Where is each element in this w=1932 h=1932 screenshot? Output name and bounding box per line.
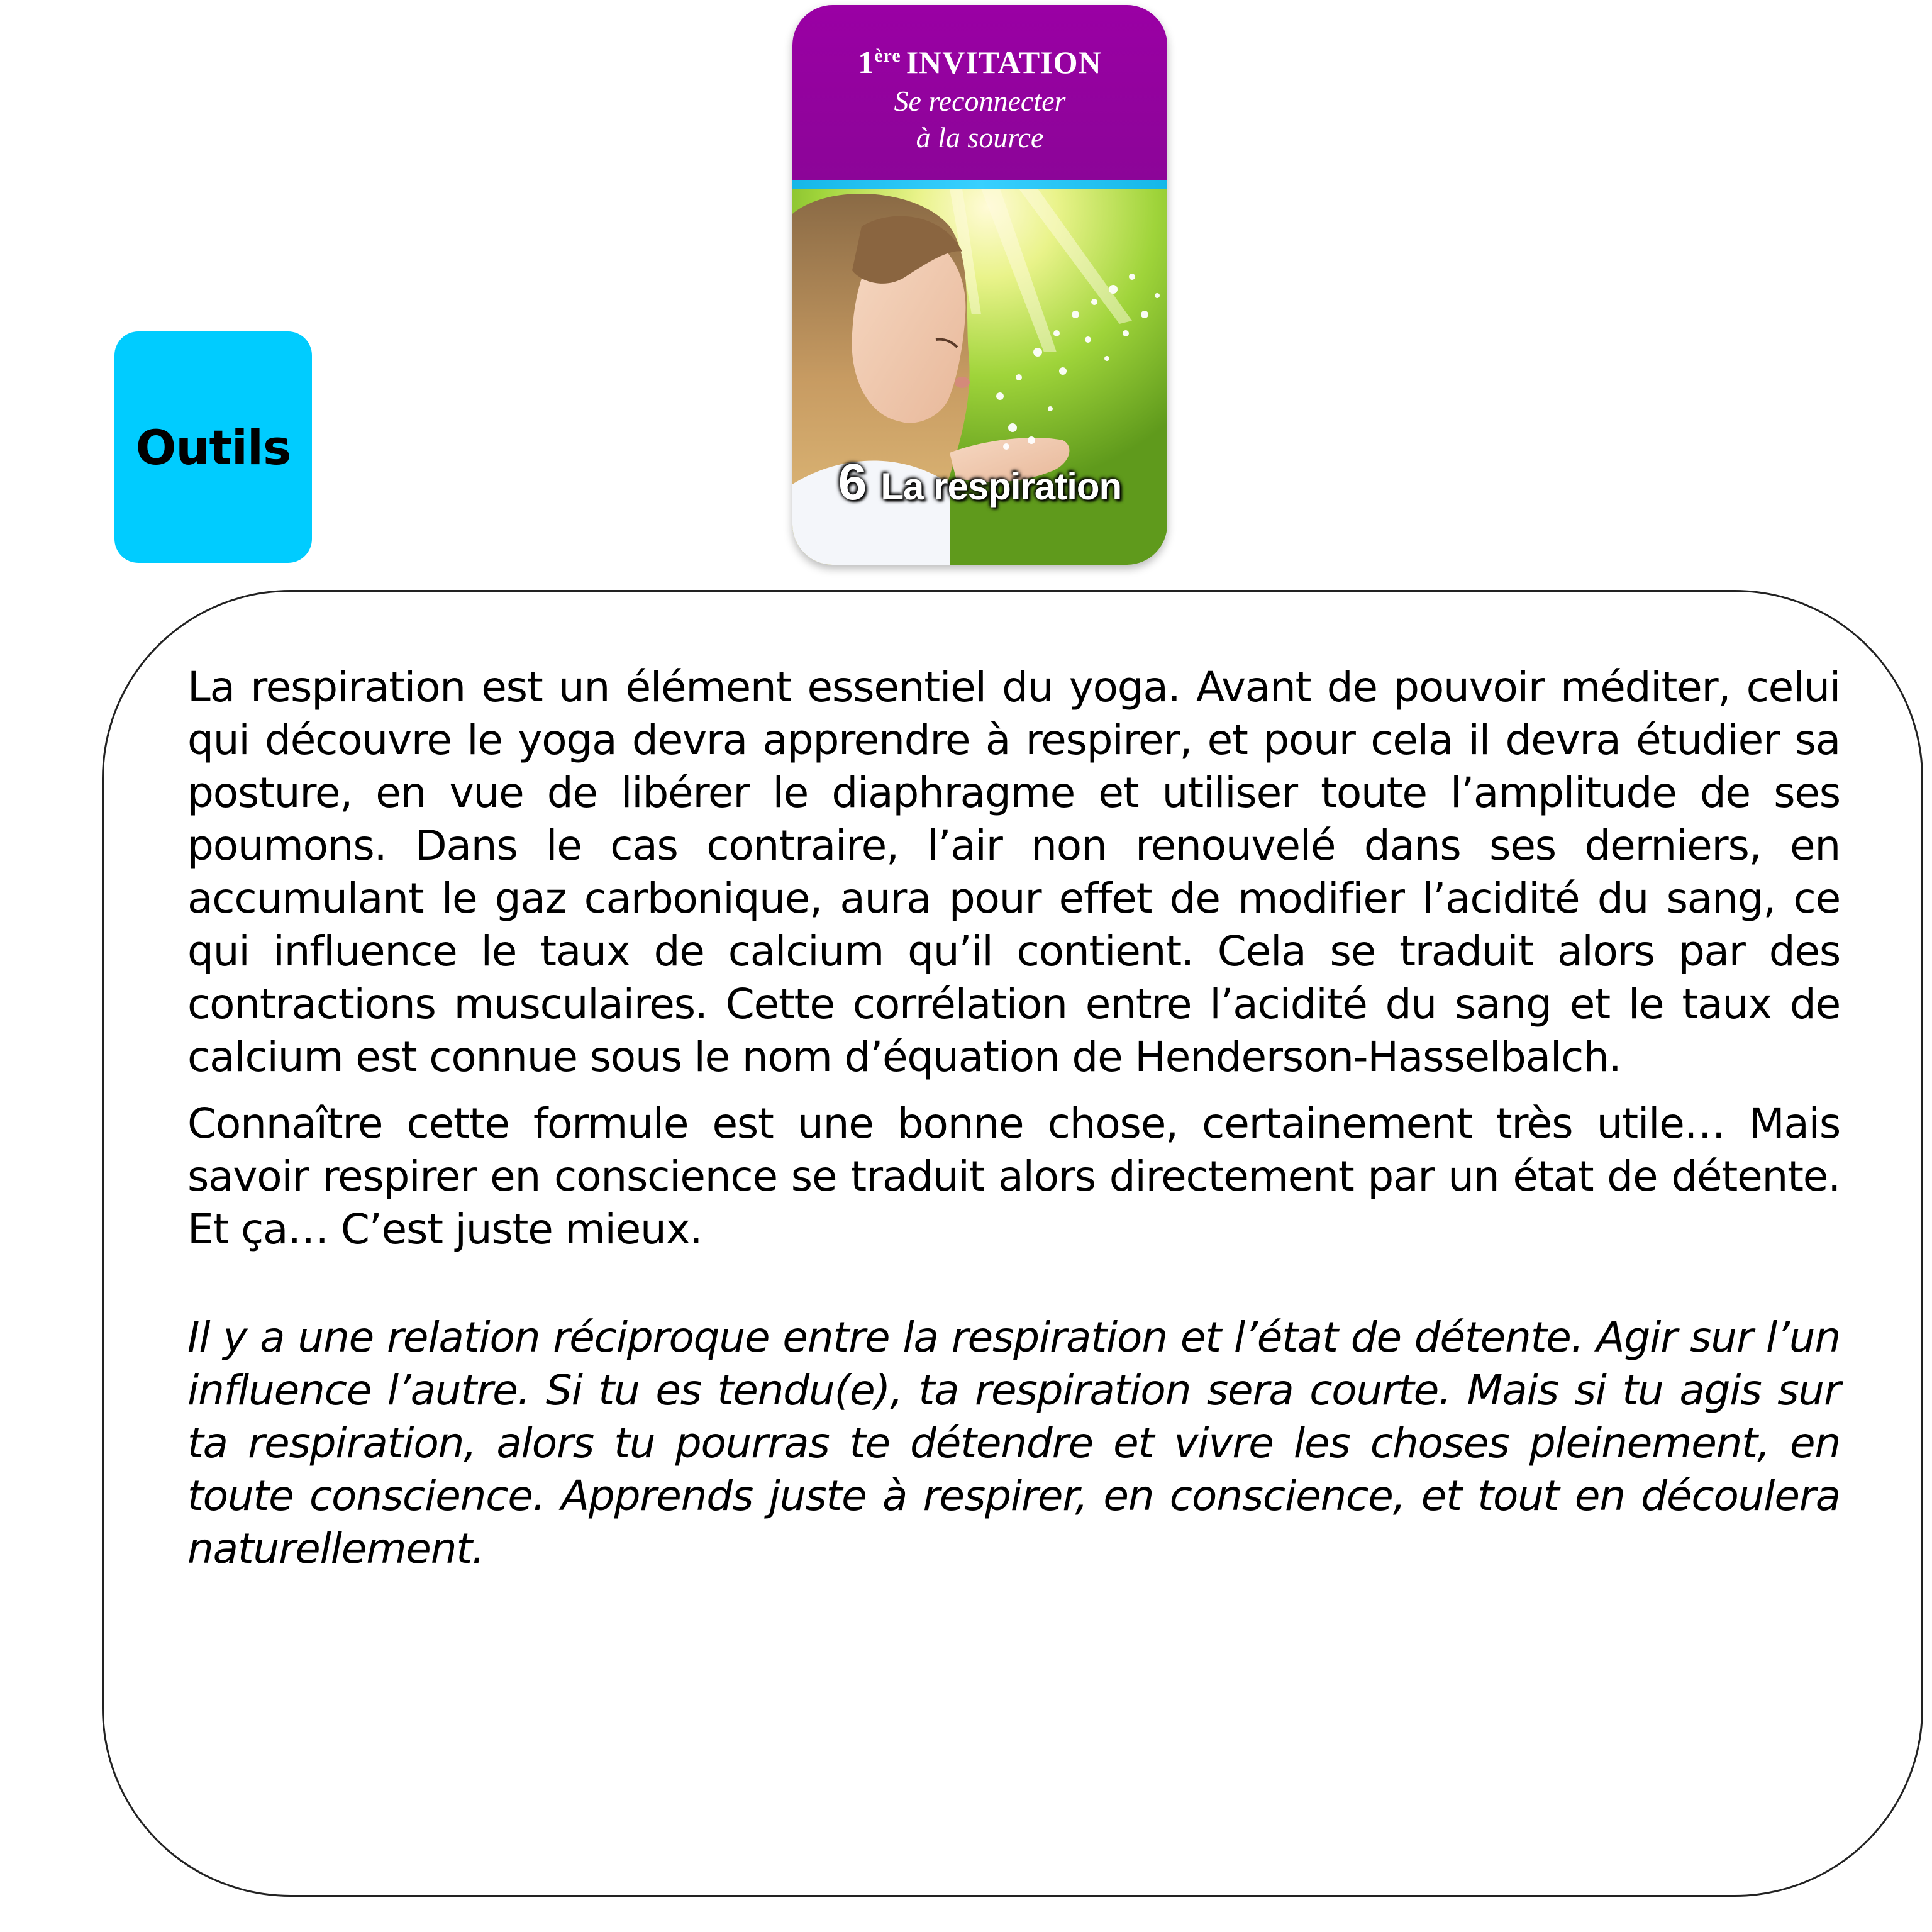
card-divider [792,180,1167,189]
card-invitation-label: INVITATION [906,45,1102,80]
card-item-title: La respiration [880,465,1122,508]
category-label: Outils [135,419,291,475]
content-panel [102,590,1923,1897]
card-subtitle-line2: à la source [916,121,1044,153]
card-subtitle-line1: Se reconnecter [894,85,1066,117]
card-caption [792,453,1167,512]
card-header [792,5,1167,180]
paragraph-2: Connaître cette formule est une bonne chose, certainement très utile… Mais savoir respirer en conscience se traduit alors directement par un état de détente. Et ça… C’est juste mieux. [187,1099,1840,1253]
card-item-number: 6 [838,453,867,511]
paragraph-1: La respiration est un élément essentiel du yoga. Avant de pouvoir méditer, celui qui découvre le yoga devra apprendre à respirer, et pour cela il devra étudier sa posture, en vue de libérer le diaphragme et utiliser toute l’amplitude de ses poumons. Dans le cas contraire, l’air non renouvelé dans ses derniers, en accumulant le gaz carbonique, aura pour effet de modifier l’acidité du sang, ce qui influence le taux de calcium qu’il contient. Cela se traduit alors par des contractions musculaires. Cette corrélation entre l’acidité du sang et le taux de calcium est connue sous le nom d’équation de Henderson-Hasselbalch. [187,663,1840,1081]
paragraph-3: Il y a une relation réciproque entre la respiration et l’état de détente. Agir sur l’un influence l’autre. Si tu es tendu(e), ta respiration sera courte. Mais si tu agis sur ta respiration, alors tu pourras te détendre et vivre les choses pleinement, en toute conscience. Apprends juste à respirer, en conscience, et tout en découlera naturellement. [187,1313,1840,1573]
content-body [187,661,1840,1589]
card-ordinal-suffix: ère [874,45,901,66]
category-badge [114,331,312,563]
card-ordinal: 1 [858,45,875,80]
invitation-card [792,5,1167,565]
card-subtitle [792,83,1167,156]
card-invitation-heading [792,44,1167,80]
